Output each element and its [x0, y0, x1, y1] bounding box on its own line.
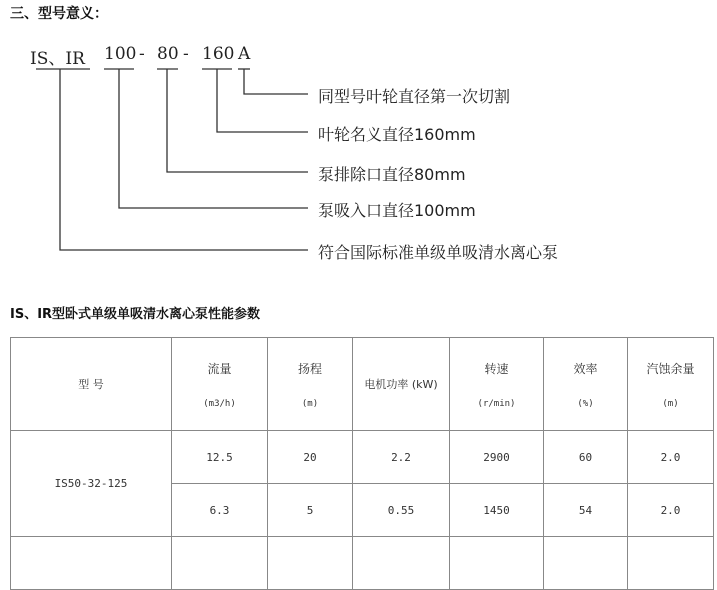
code-sep-1: - [139, 44, 145, 64]
header-efficiency [544, 338, 628, 431]
header-power [353, 338, 450, 431]
header-npsh [628, 338, 714, 431]
cell-partial [353, 537, 450, 590]
header-head [268, 338, 353, 431]
header-head-unit: (m) [301, 398, 319, 409]
explanation-inlet: 泵吸入口直径100mm [318, 201, 476, 220]
performance-table [10, 337, 714, 590]
leader-impeller [217, 69, 308, 132]
cell-flow: 6.3 [172, 484, 268, 537]
cell-partial [544, 537, 628, 590]
header-model-label: 型 号 [78, 378, 104, 391]
section-title-params: IS、IR型卧式单级单吸清水离心泵性能参数 [10, 307, 261, 322]
cell-power: 2.2 [353, 431, 450, 484]
header-speed [450, 338, 544, 431]
leader-series [60, 69, 308, 250]
section-title-model-meaning: 三、型号意义： [10, 6, 108, 22]
leader-inlet [119, 69, 308, 208]
code-series: IS、IR [30, 49, 85, 69]
code-cut: A [238, 44, 251, 64]
code-sep-2: - [183, 44, 189, 64]
header-flow-unit: (m3/h) [203, 398, 236, 409]
cell-power: 0.55 [353, 484, 450, 537]
cell-head: 5 [268, 484, 353, 537]
code-inlet: 100 [104, 44, 137, 64]
header-efficiency-unit: (%) [577, 398, 594, 409]
cell-partial [268, 537, 353, 590]
cell-speed: 2900 [450, 431, 544, 484]
explanation-outlet: 泵排除口直径80mm [318, 165, 466, 184]
leader-cut [244, 69, 308, 94]
header-head-label: 扬程 [297, 361, 322, 376]
cell-flow: 12.5 [172, 431, 268, 484]
cell-npsh: 2.0 [628, 484, 714, 537]
table-header-row [11, 338, 714, 431]
cell-model: IS50-32-125 [11, 431, 172, 537]
header-flow [172, 338, 268, 431]
header-npsh-unit: (m) [662, 398, 679, 409]
cell-partial [628, 537, 714, 590]
header-speed-unit: (r/min) [477, 398, 516, 409]
cell-partial [172, 537, 268, 590]
cell-head: 20 [268, 431, 353, 484]
leader-outlet [167, 69, 308, 172]
code-outlet: 80 [157, 44, 179, 64]
header-flow-label: 流量 [207, 361, 232, 376]
cell-partial [450, 537, 544, 590]
explanation-cut: 同型号叶轮直径第一次切割 [318, 87, 511, 106]
cell-speed: 1450 [450, 484, 544, 537]
header-npsh-label: 汽蚀余量 [646, 361, 695, 376]
code-impeller: 160 [202, 44, 235, 64]
header-power-label: 电机功率 (kW) [364, 378, 438, 391]
table-row [11, 431, 714, 484]
header-efficiency-label: 效率 [573, 361, 598, 376]
header-speed-label: 转速 [484, 361, 509, 376]
cell-partial [11, 537, 172, 590]
explanation-impeller: 叶轮名义直径160mm [318, 125, 476, 144]
explanation-series: 符合国际标准单级单吸清水离心泵 [318, 243, 559, 262]
cell-efficiency: 54 [544, 484, 628, 537]
cell-efficiency: 60 [544, 431, 628, 484]
table-row-partial [11, 537, 714, 590]
cell-npsh: 2.0 [628, 431, 714, 484]
header-model [11, 338, 172, 431]
